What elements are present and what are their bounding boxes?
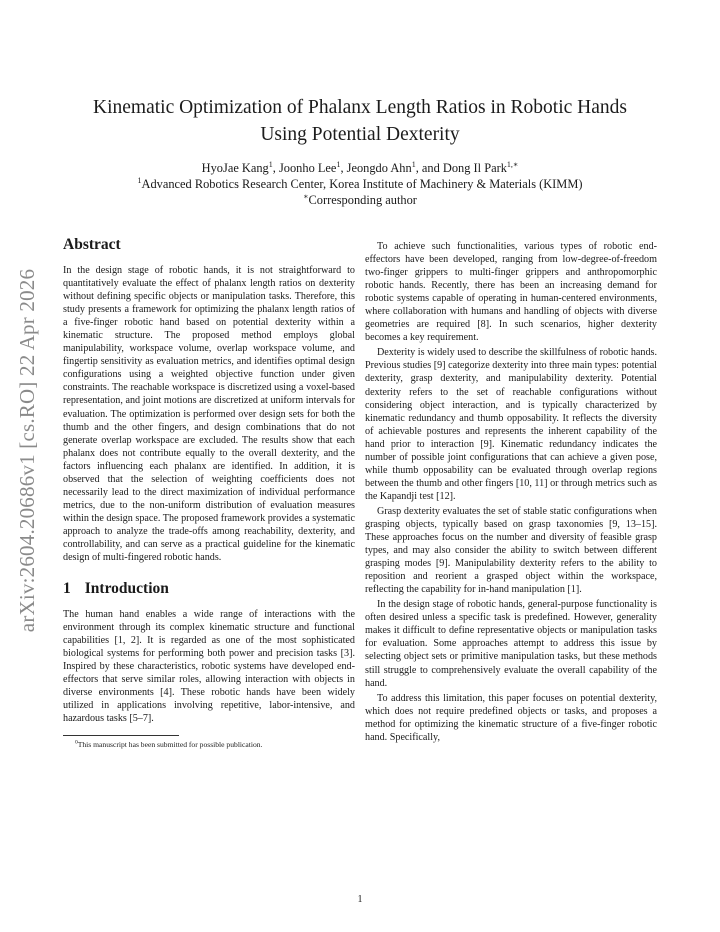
author-list: HyoJae Kang$^1$, Joonho Lee$^1$, Jeongdo Ahn$^1$, and Dong Il Park$^{1,∗}$ [201,159,519,175]
corresponding-mark: ∗ [303,191,309,201]
body-paragraph: To address this limitation, this paper focuses on potential dexterity, which does not require predefined objects or tasks, and proposes a method for optimizing the kinematic structure of a five-finger robotic hand. Specifically, [365,692,657,743]
author-name: and Dong Il Park [421,161,507,175]
section-title: Introduction [84,580,169,598]
body-paragraph: Grasp dexterity evaluates the set of stable static configurations when grasping objects, typically based on grasp taxonomies [9, 13–15]. These approaches focus on the number and diversity of feasible grasp types, and may also consider the ability to switch between different grasping modes [9]. Manipulability dexterity refers to the ability to reposition and reorient a grasped object within the workspace, reflecting the capability for in-hand manipulation [1]. [365,505,657,596]
body-paragraph: To achieve such functionalities, various types of robotic end-effectors have been developed, ranging from low-degree-of-freedom two-finger grippers to multi-finger grippers and anthropomorphic robotic hands. Recently, there has been an increasing demand for robotic systems capable of operating in human-centered environments, where collaboration with humans and handling of objects with diverse geometries are required [8]. In such scenarios, higher dexterity becomes a key requirement. [365,241,657,344]
title-line-1: Kinematic Optimization of Phalanx Length Ratios in Robotic Hands [93,97,627,118]
author-name: HyoJae Kang [201,161,269,175]
author-affiliation-mark: 1 [268,159,273,169]
left-column [63,236,355,750]
author-affiliation-mark: 1,∗ [506,159,519,169]
introduction-paragraph: The human hand enables a wide range of interactions with the environment through its complex kinematic structure and functional capabilities [1, 2]. It is regarded as one of the most sophisticated biological systems for performing both power and precision tasks [3]. Inspired by these characteristics, robotic systems have developed end-effectors that serve similar roles, allowing interaction with objects in diverse environments [4]. These robotic hands have been widely utilized in applications involving repetitive, labor-intensive, and hazardous tasks [5–7]. [63,609,355,725]
affiliation-mark: 1 [137,175,142,185]
author-name: Joonho Lee [278,161,337,175]
arxiv-identifier-stamp [12,255,44,645]
footnote-divider [63,735,179,736]
corresponding-author-note [64,192,656,208]
footnote-mark: 0 [75,738,78,745]
body-paragraph: Dexterity is widely used to describe the skillfulness of robotic hands. Previous studies [9] categorize dexterity into three main types: potential dexterity, grasp dexterity, and manipulability dexterity. Potential dexterity refers to the set of reachable configurations without considering object interaction, and is typically characterized by kinematic redundancy and thumb opposability. It reflects the diversity of achievable postures and represents the inherent capability of the hand prior to interaction [9]. Kinematic redundancy indicates the number of possible joint configurations that can achieve a given pose, while thumb opposability can be evaluated through overlap regions between the thumb and other fingers [10, 11] or through metrics such as the Kapandji test [12]. [365,347,657,502]
arxiv-identifier-text: arXiv:2604.20686v1 [cs.RO] 22 Apr 2026 [15,268,40,632]
footnote-text: This manuscript has been submitted for possible publication. [77,739,263,749]
abstract-text: In the design stage of robotic hands, it is not straightforward to quantitatively evaluate the effect of phalanx length ratios on dexterity without defining specific objects or manipulation tasks. Therefore, this study presents a framework for optimizing the phalanx length ratios of a five-finger robotic hand based on potential dexterity within a kinematic structure. The proposed method employs global manipulability, workspace volume, overlap workspace volume, and fingertip sensitivity as evaluation metrics, and identifies optimal design configurations using a weighted objective function under given constraints. The reachable workspace is discretized using a voxel-based representation, and joint motions are discretized at uniform intervals for evaluation. The optimization is performed over design sets for both the thumb and the other fingers, and design combinations that do not generate overlap workspace are excluded. The results show that each phalanx does not contribute equally to the overall dexterity, and the factors influencing each phalanx are identified. In addition, it is observed that the selection of weighting coefficients does not necessarily lead to the direct maximization of individual performance metrics, due to the non-uniform distribution of evaluation measures within the design space. The proposed framework provides a systematic approach to analyze the trade-offs among reachability, dexterity, and controllability, and can serve as a practical guideline for the kinematic design of multi-fingered robotic hands. [63,265,355,564]
author-affiliation-mark: 1 [411,159,416,169]
page-number: 1 [357,894,363,905]
right-column [365,240,657,744]
affiliation [64,176,656,192]
footnote [63,739,355,750]
title-line-2: Using Potential Dexterity [260,124,460,145]
introduction-heading [63,580,355,598]
paper-title [64,94,656,148]
author-affiliation-mark: 1 [336,159,341,169]
abstract-heading: Abstract [63,236,121,253]
author-name: Jeongdo Ahn [346,161,412,175]
corresponding-author-text: Corresponding author [308,193,417,207]
section-number: 1 [63,580,71,598]
affiliation-text: Advanced Robotics Research Center, Korea Institute of Machinery & Materials (KIMM) [141,177,583,191]
author-block [64,160,656,208]
body-paragraph: In the design stage of robotic hands, general-purpose functionality is often desired unless a specific task is predefined. However, generality makes it difficult to define representative objects or manipulation tasks for evaluation. Some approaches attempt to address this issue by selecting object sets or primitive manipulation tasks, but these methods still struggle to comprehensively evaluate the overall capability of the hand. [365,599,657,689]
